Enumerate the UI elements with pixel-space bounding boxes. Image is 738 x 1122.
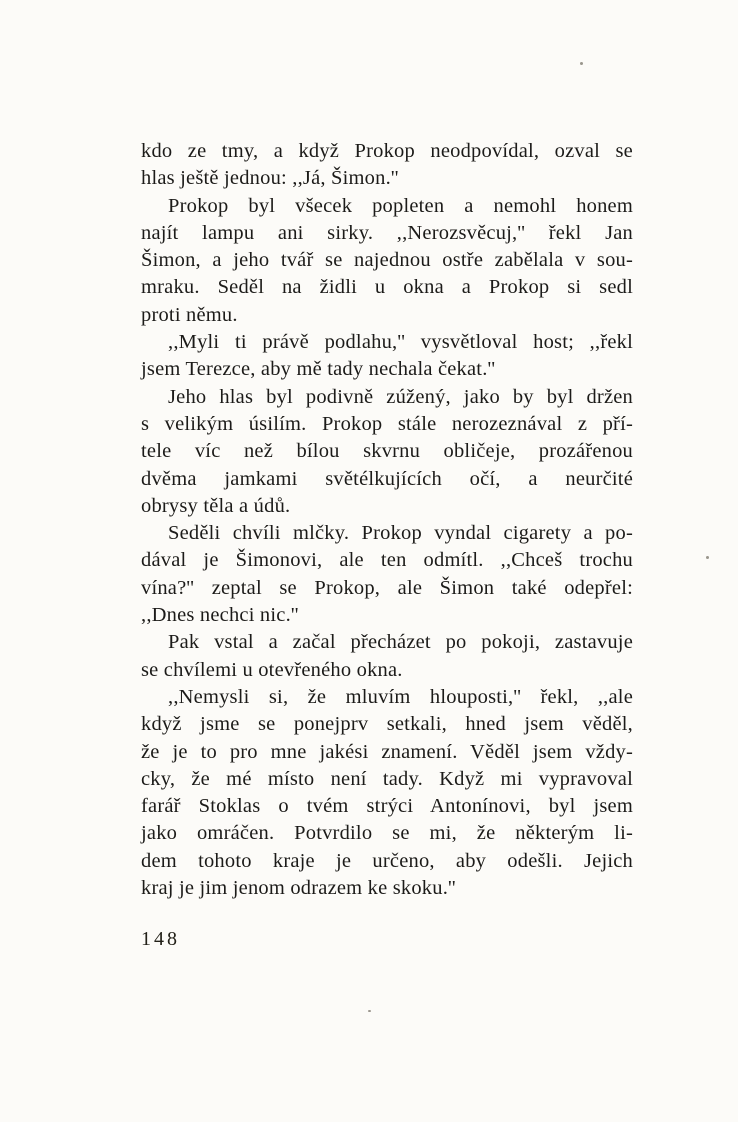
text-line: ,,Myli ti právě podlahu,'' vysvětloval host; ,,řekl [168,331,633,354]
text-line: dem tohoto kraje je určeno, aby odešli. Jejich [141,849,633,872]
text-line: ,,Dnes nechci nic.'' [141,604,299,627]
text-line: Šimon, a jeho tvář se najednou ostře zabělala v sou- [141,249,633,272]
text-line: proti němu. [141,303,238,326]
scan-speck [580,62,583,65]
text-line: kraj je jim jenom odrazem ke skoku.'' [141,877,456,900]
text-line: že je to pro mne jakési znamení. Věděl jsem vždy- [141,740,633,763]
text-line: najít lampu ani sirky. ,,Nerozsvěcuj,'' řekl Jan [141,221,633,244]
text-line: kdo ze tmy, a když Prokop neodpovídal, ozval se [141,140,633,162]
text-line: se chvílemi u otevřeného okna. [141,658,403,681]
text-line: tele víc než bílou skvrnu obličeje, prozářenou [141,440,633,463]
text-line: hlas ještě jednou: ,,Já, Šimon.'' [141,167,399,190]
text-line: dvěma jamkami světélkujících očí, a neurčité [141,467,633,490]
text-line: farář Stoklas o tvém strýci Antonínovi, byl jsem [141,795,633,818]
scan-speck [706,556,709,559]
text-line: dával je Šimonovi, ale ten odmítl. ,,Chceš trochu [141,549,633,572]
text-line: Pak vstal a začal přecházet po pokoji, zastavuje [168,631,633,654]
text-line: Jeho hlas byl podivně zúžený, jako by byl držen [168,385,633,408]
text-line: ,,Nemysli si, že mluvím hlouposti,'' řekl, ,,ale [168,685,633,708]
page-number: 148 [141,928,180,950]
page-text-block [141,138,633,902]
text-line: cky, že mé místo není tady. Když mi vypravoval [141,767,633,790]
text-line: Prokop byl všecek popleten a nemohl honem [168,194,633,217]
text-line: obrysy těla a údů. [141,494,291,517]
text-line: mraku. Seděl na židli u okna a Prokop si sedl [141,276,633,299]
text-line: vína?'' zeptal se Prokop, ale Šimon také odepřel: [141,576,633,599]
text-line: jsem Terezce, aby mě tady nechala čekat.'' [141,358,496,381]
text-line: Seděli chvíli mlčky. Prokop vyndal cigarety a po- [168,522,633,545]
text-line: jako omráčen. Potvrdilo se mi, že některým li- [141,822,633,845]
scan-speck [368,1010,371,1012]
text-line: s velikým úsilím. Prokop stále nerozeznával z pří- [141,412,633,435]
text-line: když jsme se ponejprv setkali, hned jsem věděl, [141,713,633,736]
